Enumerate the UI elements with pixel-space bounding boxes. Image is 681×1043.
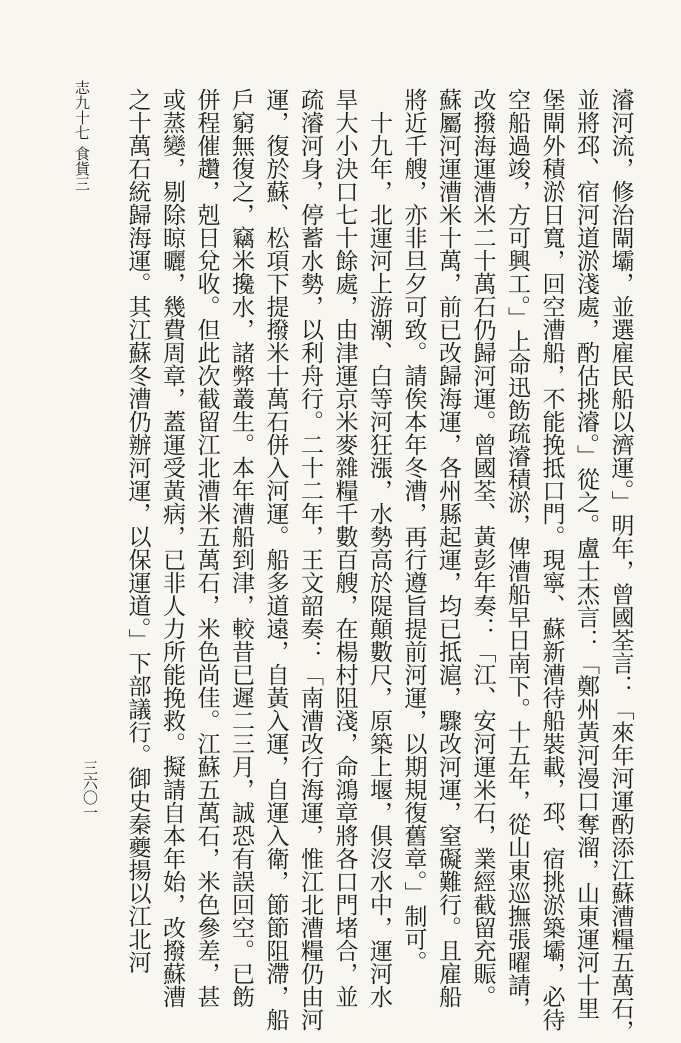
text-column: 或蒸變，剔除晾曬，幾費周章，蓋運受黃病，已非人力所能挽救。擬請自本年始，改撥蘇漕: [159, 88, 185, 1008]
text-column: 旱大小決口七十餘處，由津運京米麥雜糧千數百艘，在楊村阻淺，命鴻章將各口門堵合，並: [331, 88, 358, 1008]
text-column: 併程催趲，剋日兌收。但此次截留江北漕米五萬石，米色尚佳。江蘇五萬石，米色參差，甚: [193, 88, 220, 1008]
text-column: 疏濬河身，停蓄水勢，以利舟行。二十二年，王文韶奏：「南漕改行海運，惟江北漕糧仍由河: [297, 88, 323, 1031]
page-number: 三六〇一: [81, 760, 99, 820]
text-column: 之十萬石統歸海運。其江蘇冬漕仍辦河運，以保運道。」下部議行。御史秦夔揚以江北河: [124, 88, 151, 974]
text-column: 空船過竣，方可興工。」上命迅飭疏濬積淤，俾漕船早日南下。十五年，從山東巡撫張曜請，: [504, 88, 530, 1020]
text-column: 蘇屬河運漕米十萬，前已改歸海運，各州縣起運，均已抵滬，驟改河運，窒礙難行。且雇船: [435, 88, 461, 1008]
text-column: 改撥海運漕米二十萬石仍歸河運。曾國荃、黃彭年奏：「江、安河運米石，業經截留充賑。: [469, 88, 496, 1008]
text-column: 堡閘外積淤日寬，回空漕船，不能挽抵口門。現寧、蘇新漕待船裝載，邳、宿挑淤築壩，必待: [538, 88, 565, 1031]
section-title: 食貨三: [73, 146, 91, 191]
body-text: [120, 88, 638, 1043]
running-header: [72, 80, 92, 240]
chapter-title: 志九十七: [73, 80, 91, 140]
text-column: 運，復於蘇、松項下提撥米十萬石併入河運。船多道遠，自黃入運，自運入衛，節節阻滯，船: [262, 88, 289, 1031]
text-column: 十九年，北運河上游潮、白等河狂漲，水勢高於隄顛數尺，原築上堰，俱沒水中，運河水: [366, 88, 392, 1008]
text-column: 戶窮無復之，竊米攙水，諸弊叢生。本年漕船到津，較昔已遲二三月，誠恐有誤回空。已飭: [228, 88, 254, 1008]
text-column: 濬河流，修治閘壩，並選雇民船以濟運。」明年，曾國荃言：「來年河運酌添江蘇漕糧五萬石，: [607, 88, 634, 1043]
text-column: 並將邳、宿河道淤淺處，酌估挑濬。」從之。盧士杰言：「鄭州黃河漫口奪溜，山東運河十里: [573, 88, 599, 1020]
text-column: 將近千艘，亦非旦夕可致。請俟本年冬漕，再行遵旨提前河運，以期規復舊章。」制可。: [400, 88, 427, 974]
